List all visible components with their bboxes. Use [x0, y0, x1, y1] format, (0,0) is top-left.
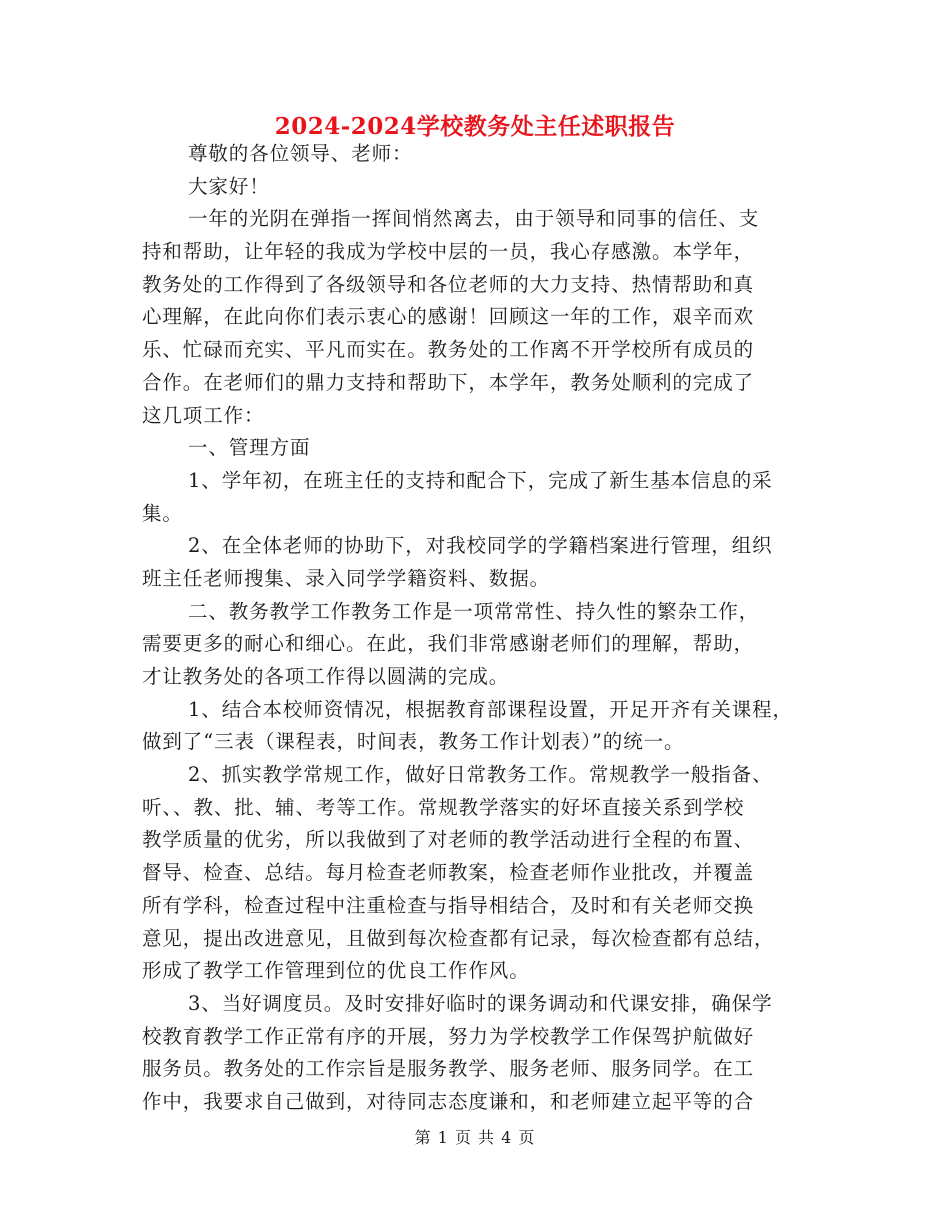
body-line: 督导、检查、总结。每月检查老师教案，检查老师作业批改，并覆盖 — [142, 861, 755, 885]
body-line: 做到了“三表（课程表，时间表，教务工作计划表）”的统一。 — [142, 730, 685, 754]
section-heading: 二、教务教学工作教务工作是一项常常性、持久性的繁杂工作， — [188, 599, 760, 623]
body-line: 乐、忙碌而充实、平凡而实在。教务处的工作离不开学校所有成员的 — [142, 338, 755, 362]
body-line: 服务员。教务处的工作宗旨是服务教学、服务老师、服务同学。在工 — [142, 1057, 755, 1081]
body-line: 集。 — [142, 501, 183, 525]
document-body — [142, 138, 822, 1119]
body-line: 一年的光阴在弹指一挥间悄然离去，由于领导和同事的信任、支 — [188, 207, 760, 231]
body-line: 2、抓实教学常规工作，做好日常教务工作。常规教学一般指备、 — [188, 763, 773, 787]
body-line: 意见，提出改进意见，且做到每次检查都有记录，每次检查都有总结， — [142, 926, 775, 950]
body-line: 心理解，在此向你们表示衷心的感谢！回顾这一年的工作，艰辛而欢 — [142, 305, 755, 329]
body-line: 合作。在老师们的鼎力支持和帮助下，本学年，教务处顺利的完成了 — [142, 370, 755, 394]
body-line: 班主任老师搜集、录入同学学籍资料、数据。 — [142, 566, 551, 590]
body-line: 3、当好调度员。及时安排好临时的课务调动和代课安排，确保学 — [188, 991, 773, 1015]
body-line: 才让教务处的各项工作得以圆满的完成。 — [142, 665, 510, 688]
section-heading: 一、管理方面 — [188, 436, 311, 460]
body-line: 这几项工作： — [142, 403, 265, 427]
body-line: 持和帮助，让年轻的我成为学校中层的一员，我心存感激。本学年， — [142, 240, 755, 264]
body-line: 1、结合本校师资情况，根据教育部课程设置，开足开齐有关课程， — [188, 697, 793, 721]
body-line: 教学质量的优劣，所以我做到了对老师的教学活动进行全程的布置、 — [142, 828, 755, 852]
salutation-line: 尊敬的各位领导、老师： — [188, 142, 413, 165]
document-title: 2024-2024学校教务处主任述职报告 — [274, 113, 676, 140]
body-line: 作中，我要求自己做到，对待同志态度谦和，和老师建立起平等的合 — [142, 1089, 755, 1113]
body-line: 形成了教学工作管理到位的优良工作作风。 — [142, 959, 530, 983]
body-line: 教务处的工作得到了各级领导和各位老师的大力支持、热情帮助和真 — [142, 272, 755, 296]
page-footer: 第 1 页 共 4 页 — [414, 1128, 536, 1147]
body-line: 2、在全体老师的协助下，对我校同学的学籍档案进行管理，组织 — [188, 534, 773, 558]
body-line: 需要更多的耐心和细心。在此，我们非常感谢老师们的理解，帮助， — [142, 632, 755, 656]
greeting-line: 大家好！ — [188, 174, 270, 198]
body-line: 所有学科，检查过程中注重检查与指导相结合，及时和有关老师交换 — [142, 893, 755, 917]
body-line: 校教育教学工作正常有序的开展，努力为学校教学工作保驾护航做好 — [142, 1024, 755, 1048]
body-line: 1、学年初，在班主任的支持和配合下，完成了新生基本信息的采 — [188, 468, 773, 492]
body-line: 听、、教、批、辅、考等工作。常规教学落实的好坏直接关系到学校 — [142, 795, 745, 819]
